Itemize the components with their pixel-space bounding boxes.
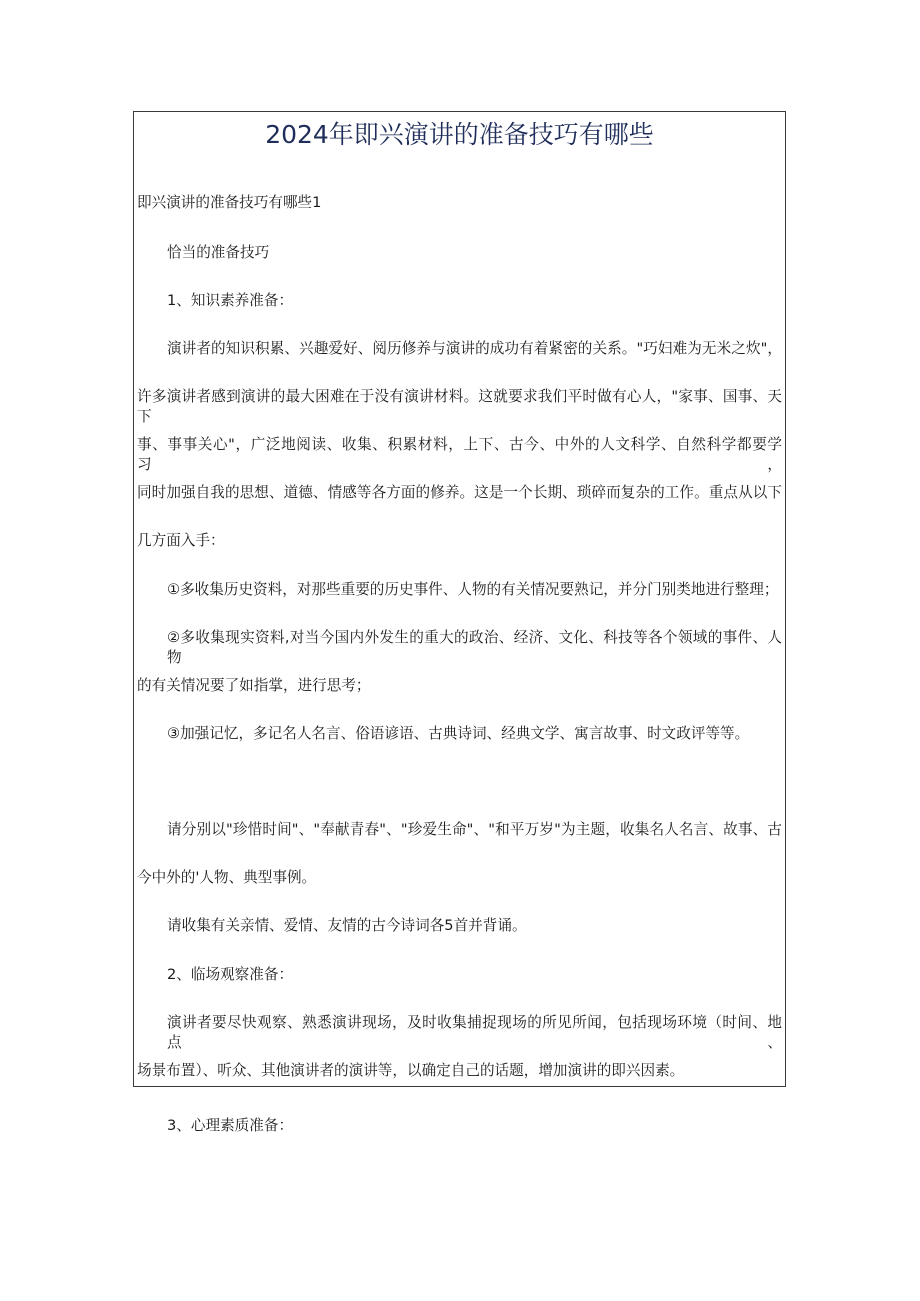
paragraph-line: 同时加强自我的思想、道德、情感等各方面的修养。这是一个长期、琐碎而复杂的工作。重点从以下 [137, 484, 782, 501]
paragraph-line: 几方面入手： [137, 532, 225, 549]
document-title: 2024年即兴演讲的准备技巧有哪些 [265, 120, 654, 149]
paragraph-line: 演讲者要尽快观察、熟悉演讲现场，及时收集捕捉现场的所见所闻，包括现场环境（时间、地点、 [167, 1014, 782, 1051]
list-item-continuation: 的有关情况要了如指掌，进行思考； [137, 677, 371, 694]
subheading: 恰当的准备技巧 [167, 244, 270, 261]
paragraph-line: 事、事事关心"，广泛地阅读、收集、积累材料，上下、古今、中外的人文科学、自然科学都要学习， [137, 436, 782, 473]
numbered-heading: 3、心理素质准备： [167, 1117, 294, 1134]
exercise-line: 今中外的'人物、典型事例。 [137, 869, 317, 886]
paragraph-line: 演讲者的知识积累、兴趣爱好、阅历修养与演讲的成功有着紧密的关系。"巧妇难为无米之炊"， [167, 340, 782, 357]
exercise-line: 请分别以"珍惜时间"、"奉献青春"、"珍爱生命"、"和平万岁"为主题，收集名人名言、故事、古 [167, 821, 782, 838]
list-item: ②多收集现实资料,对当今国内外发生的重大的政治、经济、文化、科技等各个领域的事件、人物 [167, 629, 782, 666]
list-item: ①多收集历史资料，对那些重要的历史事件、人物的有关情况要熟记，并分门别类地进行整理； [167, 581, 779, 598]
numbered-heading: 1、知识素养准备： [167, 292, 294, 309]
list-item: ③加强记忆，多记名人名言、俗语谚语、古典诗词、经典文学、寓言故事、时文政评等等。 [167, 725, 750, 742]
section-heading: 即兴演讲的准备技巧有哪些1 [137, 194, 322, 211]
paragraph-line: 场景布置）、听众、其他演讲者的演讲等，以确定自己的话题，增加演讲的即兴因素。 [137, 1062, 685, 1079]
numbered-heading: 2、临场观察准备： [167, 966, 294, 983]
paragraph-line: 许多演讲者感到演讲的最大困难在于没有演讲材料。这就要求我们平时做有心人，"家事、国事、天下 [137, 388, 782, 425]
exercise-line: 请收集有关亲情、爱情、友情的古今诗词各5首并背诵。 [167, 917, 527, 934]
